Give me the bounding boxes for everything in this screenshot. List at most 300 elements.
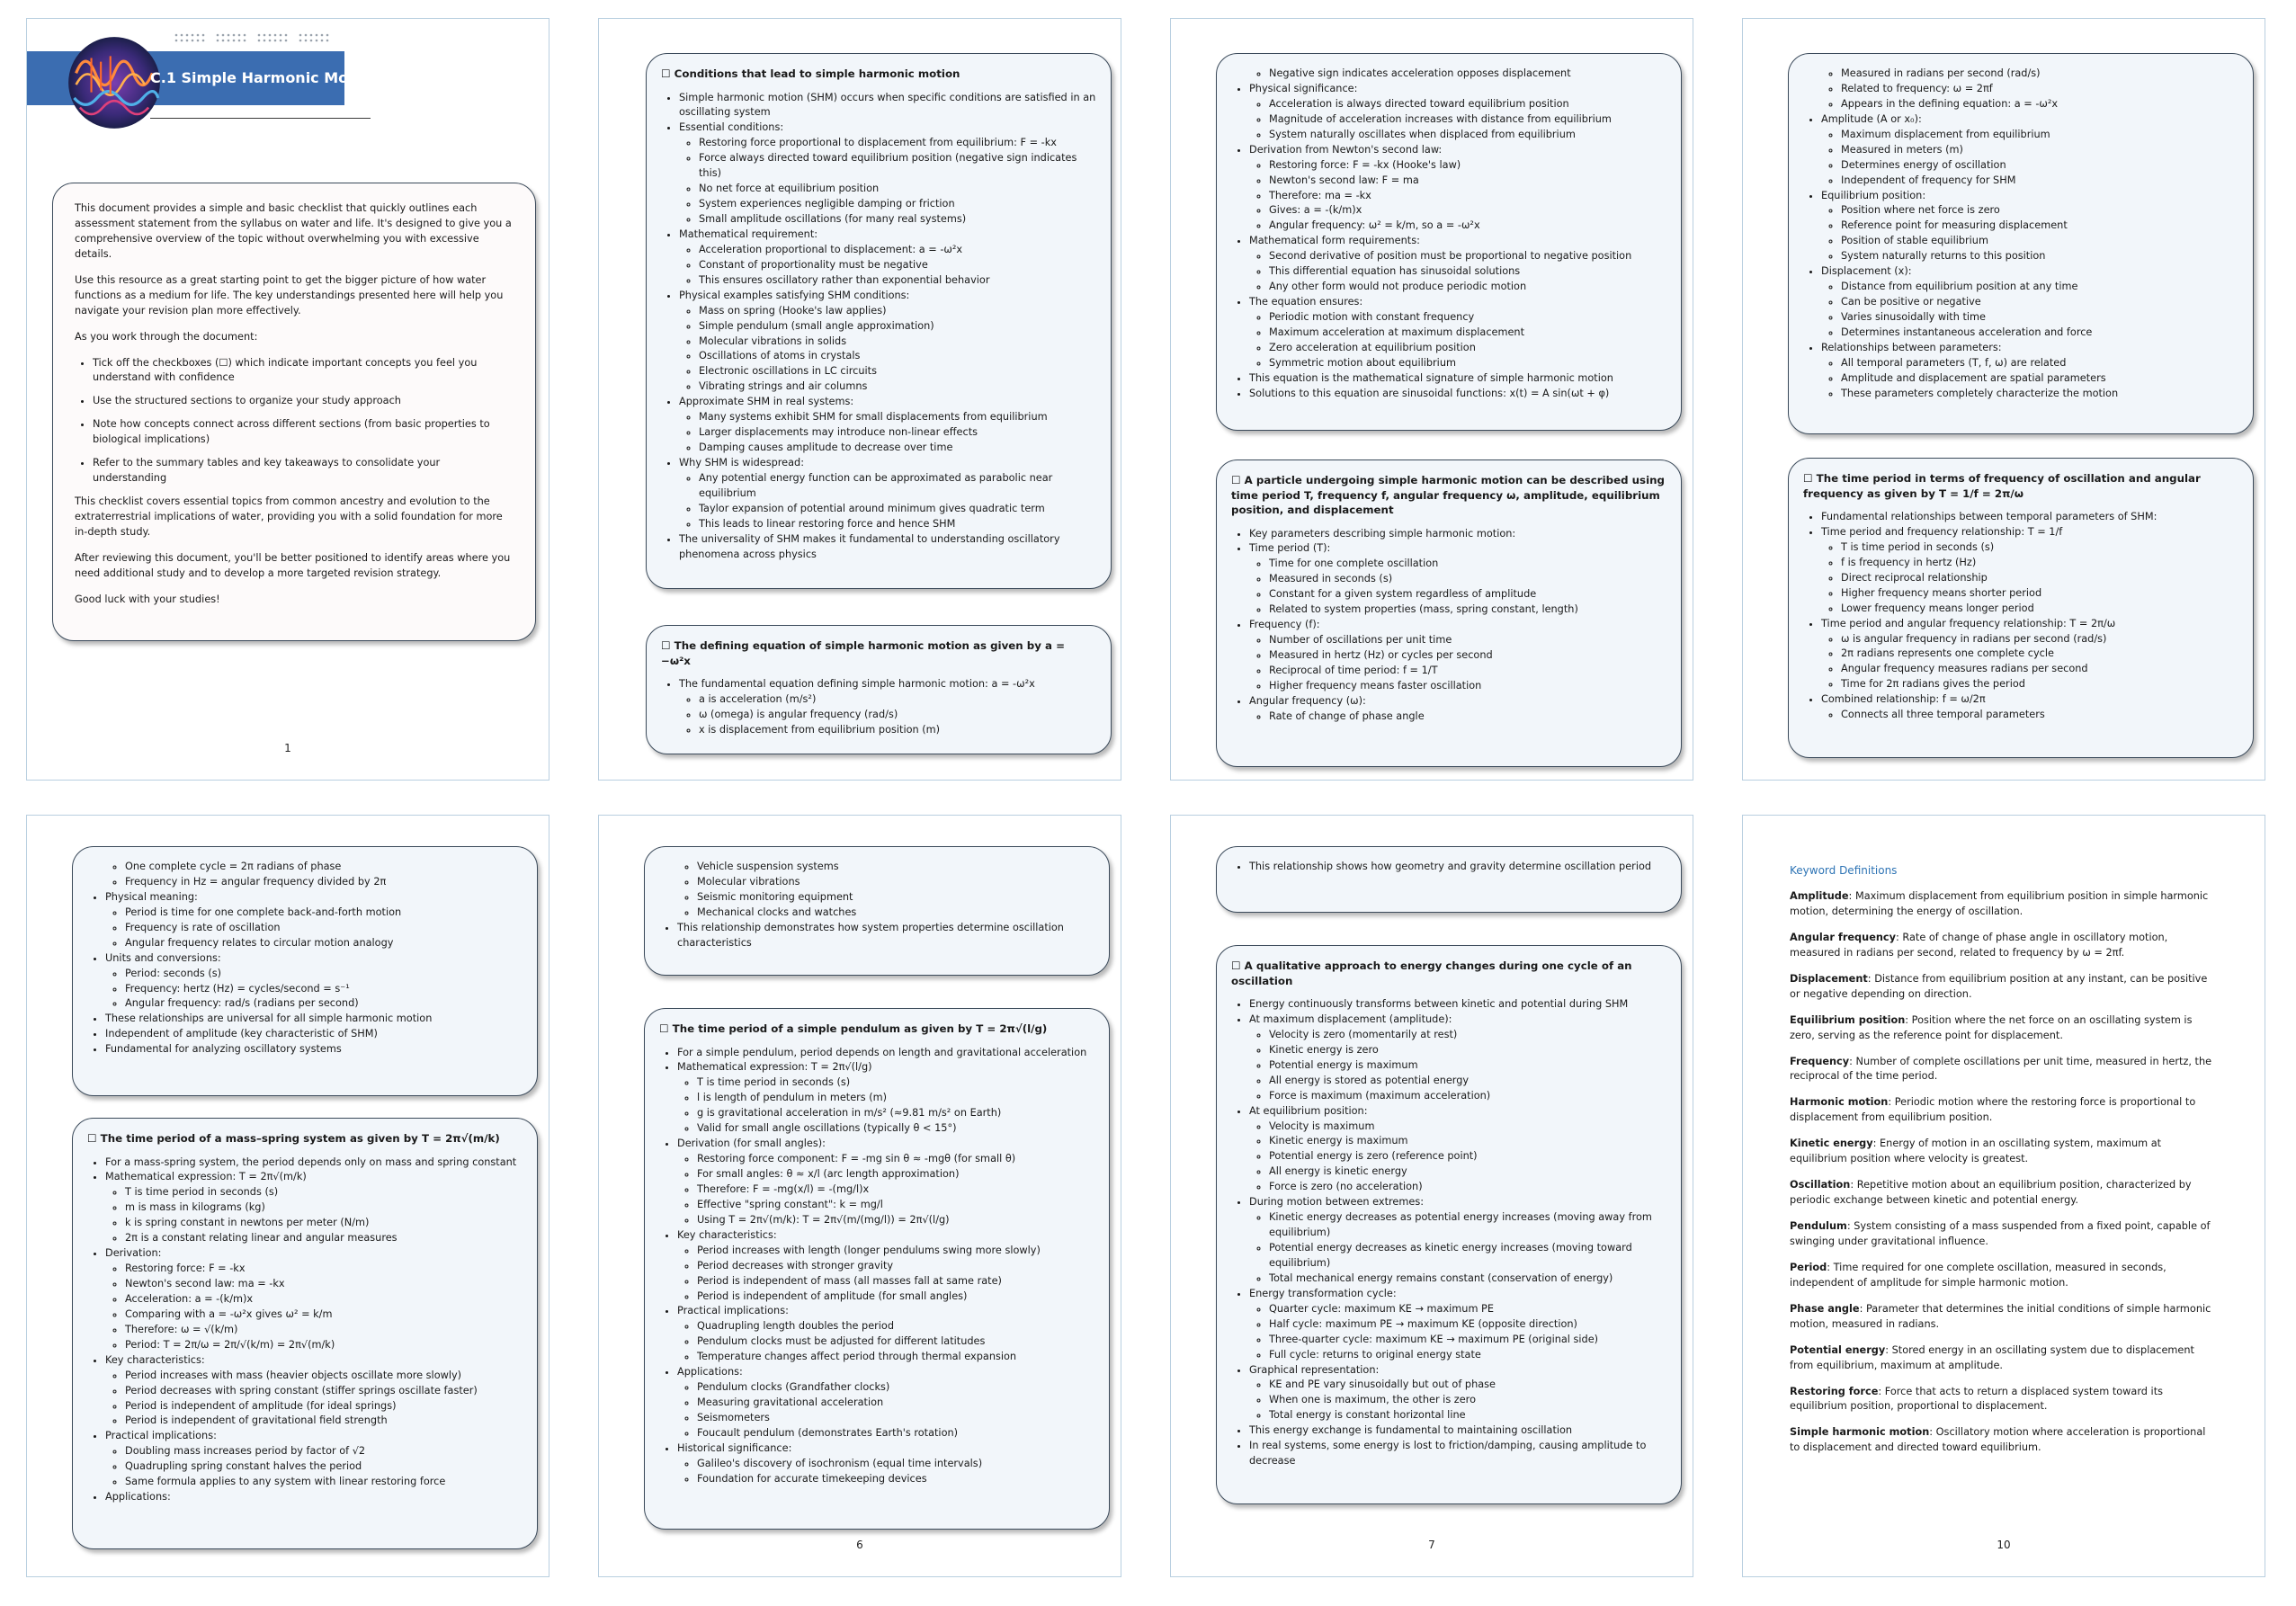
sub-item: ◦ Full cycle: returns to original energy state bbox=[1269, 1348, 1666, 1363]
sub-item: ◦ Frequency in Hz = angular frequency divided by 2π bbox=[125, 875, 523, 890]
keyword-entry bbox=[1790, 889, 2212, 920]
bullet-item bbox=[1821, 189, 2238, 265]
bullet-list bbox=[1231, 527, 1666, 725]
keyword-definition: : Parameter that determines the initial conditions of simple harmonic motion, measured in radians. bbox=[1790, 1302, 2211, 1330]
page-1 bbox=[26, 18, 549, 781]
sub-item: ◦ This ensures oscillatory rather than exponential behavior bbox=[699, 273, 1096, 289]
sub-item: ◦ Acceleration is always directed toward equilibrium position bbox=[1269, 97, 1666, 112]
title-underline bbox=[150, 118, 371, 119]
intro-paragraph: As you work through the document: bbox=[75, 330, 258, 343]
sub-item: ◦ Gives: a = -(k/m)x bbox=[1269, 203, 1666, 219]
sub-item: ◦ ω (omega) is angular frequency (rad/s) bbox=[699, 708, 1096, 723]
bullet-item bbox=[679, 532, 1096, 563]
keyword-term: Frequency bbox=[1790, 1055, 1850, 1067]
sub-item: ◦ Period: T = 2π/ω = 2π/√(k/m) = 2π√(m/k) bbox=[125, 1338, 523, 1353]
sub-item: ◦ Amplitude and displacement are spatial parameters bbox=[1841, 371, 2238, 387]
sub-item: ◦ Angular frequency relates to circular motion analogy bbox=[125, 936, 523, 951]
bullet-item bbox=[679, 395, 1096, 456]
sub-item: ◦ Valid for small angle oscillations (typically θ < 15°) bbox=[697, 1121, 1094, 1137]
bullet-text: The fundamental equation defining simple harmonic motion: a = -ω²x bbox=[679, 678, 1035, 691]
bullet-item bbox=[1821, 692, 2238, 723]
sub-item: ◦ This differential equation has sinusoidal solutions bbox=[1269, 264, 1666, 280]
bullet-text: Essential conditions: bbox=[679, 121, 784, 134]
bullet-item bbox=[677, 1304, 1094, 1365]
sub-item: ◦ Connects all three temporal parameters bbox=[1841, 708, 2238, 723]
page-number: 7 bbox=[1428, 1539, 1435, 1551]
keyword-entry bbox=[1790, 972, 2212, 1003]
sub-item: ◦ Using T = 2π√(m/k): T = 2π√(m/(mg/l)) = 2π√(l/g) bbox=[697, 1213, 1094, 1228]
bullet-text: Key characteristics: bbox=[105, 1353, 205, 1366]
sub-item: ◦ Restoring force: F = -kx (Hooke's law) bbox=[1269, 158, 1666, 174]
sub-item: ◦ Periodic motion with constant frequency bbox=[1269, 310, 1666, 326]
bullet-list bbox=[659, 921, 1094, 951]
sub-list bbox=[679, 471, 1096, 532]
bullet-text: Key parameters describing simple harmonic motion: bbox=[1249, 527, 1516, 540]
sub-item: ◦ Galileo's discovery of isochronism (equal time intervals) bbox=[697, 1457, 1094, 1472]
sub-item: ◦ No net force at equilibrium position bbox=[699, 182, 1096, 197]
keyword-definition: : Stored energy in an oscillating system due to displacement from equilibrium, maximum at amplitude. bbox=[1790, 1343, 2194, 1371]
continued-list bbox=[659, 860, 1094, 921]
sub-item: ◦ Number of oscillations per unit time bbox=[1269, 633, 1666, 648]
sub-list bbox=[1821, 67, 2238, 112]
sub-item: ◦ Related to system properties (mass, spring constant, length) bbox=[1269, 602, 1666, 618]
bullet-text: Amplitude (A or x₀): bbox=[1821, 112, 1922, 125]
sub-item: ◦ Seismic monitoring equipment bbox=[697, 890, 1094, 906]
sub-item: ◦ Therefore: ma = -kx bbox=[1269, 189, 1666, 204]
bullet-text: Derivation: bbox=[105, 1247, 162, 1260]
section-box bbox=[1216, 53, 1682, 431]
sub-item: ◦ Constant for a given system regardless of amplitude bbox=[1269, 587, 1666, 602]
bullet-item bbox=[1821, 112, 2238, 189]
sub-item: ◦ Quadrupling spring constant halves the period bbox=[125, 1459, 523, 1475]
sub-item: ◦ Force always directed toward equilibrium position (negative sign indicates this) bbox=[699, 151, 1096, 182]
sub-item: ◦ Maximum acceleration at maximum displacement bbox=[1269, 326, 1666, 341]
sub-item: ◦ All energy is kinetic energy bbox=[1269, 1164, 1666, 1180]
intro-paragraph: This document provides a simple and basic checklist that quickly outlines each assessment statement from the syllabus on water and life. It's designed to give you a comprehensive overview of the topic without overwhelming you with excessive details. bbox=[75, 202, 512, 260]
sub-item: ◦ Measured in meters (m) bbox=[1841, 143, 2238, 158]
bullet-text: Practical implications: bbox=[105, 1430, 217, 1442]
sub-item: ◦ Foucault pendulum (demonstrates Earth's rotation) bbox=[697, 1426, 1094, 1441]
bullet-text: Applications: bbox=[105, 1491, 171, 1503]
sub-item: ◦ Lower frequency means longer period bbox=[1841, 602, 2238, 617]
bullet-text: Physical significance: bbox=[1249, 82, 1358, 94]
sub-item: ◦ Direct reciprocal relationship bbox=[1841, 571, 2238, 586]
bullet-text: Graphical representation: bbox=[1249, 1363, 1380, 1376]
keyword-list bbox=[1790, 889, 2212, 1456]
keyword-definition: : System consisting of a mass suspended from a fixed point, capable of swinging under gravitational influence. bbox=[1790, 1220, 2211, 1247]
keyword-definition: : Oscillatory motion where acceleration is proportional to displacement and directed toward equilibrium. bbox=[1790, 1426, 2206, 1454]
keyword-entry bbox=[1790, 1385, 2212, 1415]
keyword-term: Displacement bbox=[1790, 972, 1868, 985]
sub-item: ◦ Quadrupling length doubles the period bbox=[697, 1319, 1094, 1334]
keyword-term: Restoring force bbox=[1790, 1385, 1879, 1397]
bullet-item bbox=[1249, 997, 1666, 1013]
sub-item: ◦ k is spring constant in newtons per meter (N/m) bbox=[125, 1216, 523, 1231]
bullet-item bbox=[677, 921, 1094, 951]
sub-item: ◦ Seismometers bbox=[697, 1411, 1094, 1426]
sub-item: ◦ x is displacement from equilibrium position (m) bbox=[699, 723, 1096, 738]
bullet-item bbox=[1249, 387, 1666, 402]
section-title: ☐ A qualitative approach to energy changes during one cycle of an oscillation bbox=[1231, 959, 1632, 987]
sub-list bbox=[105, 1262, 523, 1353]
bullet-text: This energy exchange is fundamental to maintaining oscillation bbox=[1249, 1424, 1573, 1437]
intro-paragraph: After reviewing this document, you'll be better positioned to identify areas where you need additional study and to develop a more targeted revision strategy. bbox=[75, 551, 511, 579]
bullet-list bbox=[1231, 997, 1666, 1469]
sub-item: ◦ Higher frequency means shorter period bbox=[1841, 586, 2238, 602]
section-title: ☐ The time period of a simple pendulum as given by T = 2π√(l/g) bbox=[659, 1022, 1048, 1035]
keyword-definition: : Periodic motion where the restoring force is proportional to displacement from equilibrium position. bbox=[1790, 1096, 2196, 1124]
bullet-list bbox=[87, 890, 523, 1057]
sub-item: ◦ f is frequency in hertz (Hz) bbox=[1841, 556, 2238, 571]
sub-list bbox=[1249, 1378, 1666, 1423]
sub-item: ◦ Potential energy is maximum bbox=[1269, 1058, 1666, 1074]
keyword-entry bbox=[1790, 1343, 2212, 1374]
sub-item: ◦ Distance from equilibrium position at any time bbox=[1841, 280, 2238, 295]
bullet-text: Key characteristics: bbox=[677, 1228, 777, 1241]
sub-item: ◦ Temperature changes affect period through thermal expansion bbox=[697, 1350, 1094, 1365]
sub-item: ◦ Varies sinusoidally with time bbox=[1841, 310, 2238, 326]
sub-item: ◦ Velocity is maximum bbox=[1269, 1120, 1666, 1135]
sub-list bbox=[1821, 128, 2238, 189]
page-2 bbox=[598, 18, 1121, 781]
sub-item: ◦ a is acceleration (m/s²) bbox=[699, 692, 1096, 708]
sub-list bbox=[679, 692, 1096, 738]
bullet-text: Time period and frequency relationship: T = 1/f bbox=[1821, 525, 2063, 538]
bullet-text: Units and conversions: bbox=[105, 951, 221, 964]
keyword-entry bbox=[1790, 1137, 2212, 1167]
sub-list bbox=[1249, 158, 1666, 235]
bullet-item bbox=[679, 91, 1096, 121]
sub-list bbox=[1821, 632, 2238, 693]
bullet-text: At equilibrium position: bbox=[1249, 1104, 1368, 1117]
sub-list bbox=[1821, 280, 2238, 341]
keyword-entry bbox=[1790, 1178, 2212, 1209]
keyword-definitions-title: Keyword Definitions bbox=[1790, 864, 1898, 877]
wave-logo-icon bbox=[67, 35, 162, 130]
section-title: ☐ The defining equation of simple harmonic motion as given by a = −ω²x bbox=[661, 639, 1065, 667]
sub-list bbox=[1249, 557, 1666, 618]
sub-item: ◦ Molecular vibrations bbox=[697, 875, 1094, 890]
sub-item: ◦ Total energy is constant horizontal line bbox=[1269, 1408, 1666, 1423]
sub-item: ◦ System naturally returns to this position bbox=[1841, 249, 2238, 264]
sub-item: ◦ Restoring force: F = -kx bbox=[125, 1262, 523, 1277]
intro-box bbox=[52, 183, 536, 641]
sub-item: ◦ Pendulum clocks must be adjusted for different latitudes bbox=[697, 1334, 1094, 1350]
section-box bbox=[1216, 459, 1682, 767]
bullet-text: This equation is the mathematical signature of simple harmonic motion bbox=[1249, 371, 1613, 384]
sub-item: ◦ Zero acceleration at equilibrium position bbox=[1269, 341, 1666, 356]
sub-item: ◦ Damping causes amplitude to decrease over time bbox=[699, 441, 1096, 456]
sub-list bbox=[677, 1457, 1094, 1487]
sub-item: ◦ Doubling mass increases period by factor of √2 bbox=[125, 1444, 523, 1459]
page-3 bbox=[1170, 18, 1693, 781]
sub-item: ◦ Force is maximum (maximum acceleration) bbox=[1269, 1089, 1666, 1104]
bullet-item bbox=[105, 1155, 523, 1171]
bullet-item bbox=[1249, 1104, 1666, 1196]
bullet-list bbox=[661, 677, 1096, 738]
sub-item: ◦ Negative sign indicates acceleration opposes displacement bbox=[1269, 67, 1666, 82]
bullet-text: This relationship shows how geometry and gravity determine oscillation period bbox=[1249, 861, 1652, 872]
decorative-dots bbox=[173, 31, 371, 44]
bullet-list bbox=[659, 1046, 1094, 1487]
keyword-definition: : Force that acts to return a displaced system toward its equilibrium position, proportional to displacement. bbox=[1790, 1385, 2164, 1413]
keyword-term: Kinetic energy bbox=[1790, 1138, 1873, 1150]
sub-item: ◦ Electronic oscillations in LC circuits bbox=[699, 364, 1096, 379]
sub-item: ◦ When one is maximum, the other is zero bbox=[1269, 1393, 1666, 1408]
keyword-entry bbox=[1790, 1055, 2212, 1085]
sub-item: ◦ Rate of change of phase angle bbox=[1269, 709, 1666, 725]
sub-item: ◦ Therefore: F = -mg(x/l) = -(mg/l)x bbox=[697, 1182, 1094, 1198]
bullet-text: Fundamental relationships between temporal parameters of SHM: bbox=[1821, 511, 2158, 523]
sub-item: ◦ Mechanical clocks and watches bbox=[697, 906, 1094, 921]
sub-item: ◦ Measuring gravitational acceleration bbox=[697, 1396, 1094, 1411]
sub-item: ◦ Acceleration: a = -(k/m)x bbox=[125, 1292, 523, 1307]
keyword-entry bbox=[1790, 1302, 2212, 1333]
sub-item: ◦ System experiences negligible damping or friction bbox=[699, 197, 1096, 212]
intro-bullet: • Refer to the summary tables and key takeaways to consolidate your understanding bbox=[93, 456, 514, 486]
keyword-definition: : Position where the net force on an oscillating system is zero, serving as the reference point for displacement. bbox=[1790, 1013, 2193, 1041]
bullet-text: Derivation from Newton's second law: bbox=[1249, 143, 1443, 156]
intro-bullet: • Use the structured sections to organize your study approach bbox=[93, 394, 514, 409]
sub-item: ◦ Position where net force is zero bbox=[1841, 203, 2238, 219]
sub-list bbox=[677, 1152, 1094, 1228]
sub-list bbox=[677, 860, 1094, 921]
bullet-list bbox=[1803, 112, 2238, 402]
sub-item: ◦ Vehicle suspension systems bbox=[697, 860, 1094, 875]
bullet-item bbox=[679, 677, 1096, 738]
bullet-item bbox=[105, 1353, 523, 1430]
bullet-item bbox=[105, 1170, 523, 1246]
keyword-term: Potential energy bbox=[1790, 1343, 1886, 1356]
bullet-text: Frequency (f): bbox=[1249, 619, 1320, 631]
sub-item: ◦ Second derivative of position must be proportional to negative position bbox=[1269, 249, 1666, 264]
sub-item: ◦ Period: seconds (s) bbox=[125, 967, 523, 982]
bullet-text: Solutions to this equation are sinusoidal functions: x(t) = A sin(ωt + φ) bbox=[1249, 387, 1610, 399]
sub-list bbox=[679, 136, 1096, 228]
sub-item: ◦ 2π radians represents one complete cycle bbox=[1841, 647, 2238, 662]
sub-list bbox=[1249, 709, 1666, 725]
page-number: 1 bbox=[284, 742, 291, 754]
sub-item: ◦ Potential energy is zero (reference point) bbox=[1269, 1149, 1666, 1164]
continued-item bbox=[677, 860, 1094, 921]
sub-list bbox=[1249, 249, 1666, 295]
bullet-item bbox=[1249, 618, 1666, 694]
bullet-item bbox=[1249, 694, 1666, 725]
intro-paragraphs bbox=[75, 201, 514, 345]
bullet-text: During motion between extremes: bbox=[1249, 1196, 1425, 1209]
keyword-definition: : Maximum displacement from equilibrium position in simple harmonic motion, determining the energy of oscillation. bbox=[1790, 890, 2209, 917]
sub-item: ◦ Determines instantaneous acceleration and force bbox=[1841, 326, 2238, 341]
sub-item: ◦ Maximum displacement from equilibrium bbox=[1841, 128, 2238, 143]
sub-item: ◦ Kinetic energy decreases as potential energy increases (moving away from equilibrium) bbox=[1269, 1210, 1666, 1241]
sub-item: ◦ Reference point for measuring displacement bbox=[1841, 219, 2238, 234]
keyword-term: Phase angle bbox=[1790, 1302, 1860, 1315]
keyword-term: Angular frequency bbox=[1790, 931, 1896, 943]
bullet-text: Derivation (for small angles): bbox=[677, 1138, 826, 1150]
sub-item: ◦ These parameters completely characterize the motion bbox=[1841, 387, 2238, 402]
page-5 bbox=[26, 815, 549, 1577]
bullet-text: Physical meaning: bbox=[105, 890, 198, 903]
bullet-list bbox=[1803, 510, 2238, 723]
sub-item: ◦ Many systems exhibit SHM for small displacements from equilibrium bbox=[699, 410, 1096, 425]
sub-item: ◦ Restoring force component: F = -mg sin θ ≈ -mgθ (for small θ) bbox=[697, 1152, 1094, 1167]
bullet-item bbox=[105, 1246, 523, 1353]
sub-item: ◦ l is length of pendulum in meters (m) bbox=[697, 1091, 1094, 1106]
sub-item: ◦ Period is time for one complete back-and-forth motion bbox=[125, 906, 523, 921]
continued-item bbox=[1249, 67, 1666, 82]
keyword-entry bbox=[1790, 1095, 2212, 1126]
sub-list bbox=[679, 304, 1096, 396]
keyword-term: Pendulum bbox=[1790, 1220, 1847, 1232]
keyword-entry bbox=[1790, 1425, 2212, 1456]
sub-item: ◦ Three-quarter cycle: maximum KE → maximum PE (original side) bbox=[1269, 1333, 1666, 1348]
sub-item: ◦ Period is independent of amplitude (for small angles) bbox=[697, 1289, 1094, 1305]
sub-item: ◦ Acceleration proportional to displacement: a = -ω²x bbox=[699, 243, 1096, 258]
bullet-item bbox=[1249, 82, 1666, 143]
bullet-item bbox=[677, 1046, 1094, 1061]
sub-item: ◦ Measured in hertz (Hz) or cycles per second bbox=[1269, 648, 1666, 664]
bullet-text: Energy continuously transforms between kinetic and potential during SHM bbox=[1249, 998, 1629, 1011]
sub-item: ◦ Period is independent of amplitude (for ideal springs) bbox=[125, 1399, 523, 1414]
page-8 bbox=[1742, 815, 2265, 1577]
sub-list bbox=[1249, 97, 1666, 143]
sub-list bbox=[679, 410, 1096, 456]
sub-list bbox=[677, 1075, 1094, 1137]
keyword-term: Period bbox=[1790, 1261, 1827, 1273]
keyword-definition: : Energy of motion in an oscillating system, maximum at equilibrium position where velocity is greatest. bbox=[1790, 1138, 2162, 1165]
sub-item: ◦ Potential energy decreases as kinetic energy increases (moving toward equilibrium) bbox=[1269, 1241, 1666, 1271]
bullet-item bbox=[105, 1042, 523, 1057]
page-number: 6 bbox=[856, 1539, 863, 1551]
keyword-definition: : Number of complete oscillations per unit time, measured in hertz, the reciprocal of the time period. bbox=[1790, 1055, 2212, 1083]
bullet-text: Independent of amplitude (key characteristic of SHM) bbox=[105, 1028, 378, 1040]
bullet-item bbox=[1821, 510, 2238, 525]
sub-list bbox=[105, 860, 523, 890]
bullet-text: This relationship demonstrates how system properties determine oscillation characteristics bbox=[677, 921, 1064, 949]
sub-list bbox=[1249, 1210, 1666, 1287]
bullet-text: Equilibrium position: bbox=[1821, 189, 1926, 201]
keyword-definition: : Rate of change of phase angle in oscillatory motion, measured in radians per second, related to frequency by ω = 2πf. bbox=[1790, 931, 2168, 959]
sub-item: ◦ Determines energy of oscillation bbox=[1841, 158, 2238, 174]
bullet-text: In real systems, some energy is lost to friction/damping, causing amplitude to decrease bbox=[1249, 1440, 1647, 1468]
sub-list bbox=[1249, 310, 1666, 371]
continued-item bbox=[105, 860, 523, 890]
intro-closing-paragraphs bbox=[75, 495, 514, 608]
intro-paragraph: This checklist covers essential topics from common ancestry and evolution to the extraterrestrial implications of water, providing you with a solid foundation for more in-depth study. bbox=[75, 495, 503, 538]
bullet-text: Practical implications: bbox=[677, 1305, 789, 1317]
sub-item: ◦ Independent of frequency for SHM bbox=[1841, 174, 2238, 189]
sub-item: ◦ T is time period in seconds (s) bbox=[125, 1185, 523, 1200]
sub-item: ◦ Therefore: ω = √(k/m) bbox=[125, 1323, 523, 1338]
sub-item: ◦ All temporal parameters (T, f, ω) are related bbox=[1841, 356, 2238, 371]
bullet-item bbox=[1821, 617, 2238, 693]
sub-item: ◦ Period decreases with stronger gravity bbox=[697, 1259, 1094, 1274]
sub-list bbox=[1821, 540, 2238, 617]
sub-item: ◦ Velocity is zero (momentarily at rest) bbox=[1269, 1028, 1666, 1043]
sub-item: ◦ Simple pendulum (small angle approximation) bbox=[699, 319, 1096, 335]
section-box bbox=[646, 625, 1112, 754]
section-box bbox=[644, 1008, 1110, 1530]
bullet-list bbox=[1231, 82, 1666, 402]
sub-item: ◦ Quarter cycle: maximum KE → maximum PE bbox=[1269, 1302, 1666, 1317]
sub-item: ◦ Symmetric motion about equilibrium bbox=[1269, 356, 1666, 371]
sub-item: ◦ Kinetic energy is maximum bbox=[1269, 1134, 1666, 1149]
bullet-text: Historical significance: bbox=[677, 1441, 792, 1454]
section-box bbox=[646, 53, 1112, 589]
sub-item: ◦ Same formula applies to any system with linear restoring force bbox=[125, 1475, 523, 1490]
sub-item: ◦ Comparing with a = -ω²x gives ω² = k/m bbox=[125, 1307, 523, 1323]
sub-item: ◦ Constant of proportionality must be negative bbox=[699, 258, 1096, 273]
sub-list bbox=[1249, 1120, 1666, 1196]
bullet-text: Mathematical expression: T = 2π√(l/g) bbox=[677, 1061, 872, 1074]
bullet-item bbox=[679, 228, 1096, 289]
bullet-item bbox=[1249, 1423, 1666, 1439]
keyword-definitions bbox=[1790, 862, 2212, 1467]
sub-item: ◦ Period is independent of gravitational field strength bbox=[125, 1414, 523, 1429]
bullet-list bbox=[87, 1155, 523, 1506]
sub-item: ◦ g is gravitational acceleration in m/s² (≈9.81 m/s² on Earth) bbox=[697, 1106, 1094, 1121]
continued-list bbox=[1231, 67, 1666, 82]
sub-item: ◦ Any other form would not produce periodic motion bbox=[1269, 280, 1666, 295]
sub-item: ◦ Period increases with length (longer pendulums swing more slowly) bbox=[697, 1244, 1094, 1259]
bullet-item bbox=[679, 456, 1096, 532]
sub-item: ◦ Small amplitude oscillations (for many real systems) bbox=[699, 212, 1096, 228]
bullet-item bbox=[677, 1365, 1094, 1441]
bullet-text: Mathematical requirement: bbox=[679, 228, 818, 240]
sub-item: ◦ Half cycle: maximum PE → maximum KE (opposite direction) bbox=[1269, 1317, 1666, 1333]
bullet-item bbox=[1249, 371, 1666, 387]
bullet-text: These relationships are universal for all simple harmonic motion bbox=[105, 1013, 433, 1025]
section-box bbox=[1788, 53, 2254, 434]
sub-item: ◦ Vibrating strings and air columns bbox=[699, 379, 1096, 395]
sub-item: ◦ Angular frequency: ω² = k/m, so a = -ω²x bbox=[1269, 219, 1666, 234]
bullet-item bbox=[677, 1228, 1094, 1305]
section-title: ☐ The time period of a mass–spring system as given by T = 2π√(m/k) bbox=[87, 1132, 500, 1145]
section-box bbox=[1216, 945, 1682, 1504]
keyword-entry bbox=[1790, 1219, 2212, 1250]
sub-list bbox=[1821, 356, 2238, 402]
bullet-item bbox=[1249, 541, 1666, 618]
sub-item: ◦ Foundation for accurate timekeeping devices bbox=[697, 1472, 1094, 1487]
sub-item: ◦ Frequency is rate of oscillation bbox=[125, 921, 523, 936]
sub-item: ◦ Molecular vibrations in solids bbox=[699, 335, 1096, 350]
bullet-item bbox=[1249, 295, 1666, 371]
sub-item: ◦ Period decreases with spring constant (stiffer springs oscillate faster) bbox=[125, 1384, 523, 1399]
keyword-term: Simple harmonic motion bbox=[1790, 1426, 1930, 1439]
keyword-definition: : Distance from equilibrium position at any instant, can be positive or negative depending on direction. bbox=[1790, 972, 2208, 1000]
bullet-item bbox=[1821, 341, 2238, 402]
sub-list bbox=[105, 906, 523, 951]
bullet-list bbox=[661, 91, 1096, 563]
page-number: 10 bbox=[1997, 1539, 2011, 1551]
bullet-item bbox=[1821, 525, 2238, 617]
sub-item: ◦ Effective "spring constant": k = mg/l bbox=[697, 1198, 1094, 1213]
sub-item: ◦ Total mechanical energy remains constant (conservation of energy) bbox=[1269, 1271, 1666, 1287]
intro-bullet-list bbox=[75, 356, 514, 487]
sub-item: ◦ Mass on spring (Hooke's law applies) bbox=[699, 304, 1096, 319]
sub-item: ◦ T is time period in seconds (s) bbox=[697, 1075, 1094, 1091]
sub-item: ◦ m is mass in kilograms (kg) bbox=[125, 1200, 523, 1216]
sub-list bbox=[677, 1319, 1094, 1365]
bullet-item bbox=[1249, 234, 1666, 295]
sub-list bbox=[677, 1380, 1094, 1441]
sub-item: ◦ One complete cycle = 2π radians of phase bbox=[125, 860, 523, 875]
continued-list bbox=[87, 860, 523, 890]
bullet-text: Time period (T): bbox=[1249, 542, 1331, 555]
sub-item: ◦ This leads to linear restoring force and hence SHM bbox=[699, 517, 1096, 532]
sub-list bbox=[1249, 1028, 1666, 1104]
sub-list bbox=[679, 243, 1096, 289]
